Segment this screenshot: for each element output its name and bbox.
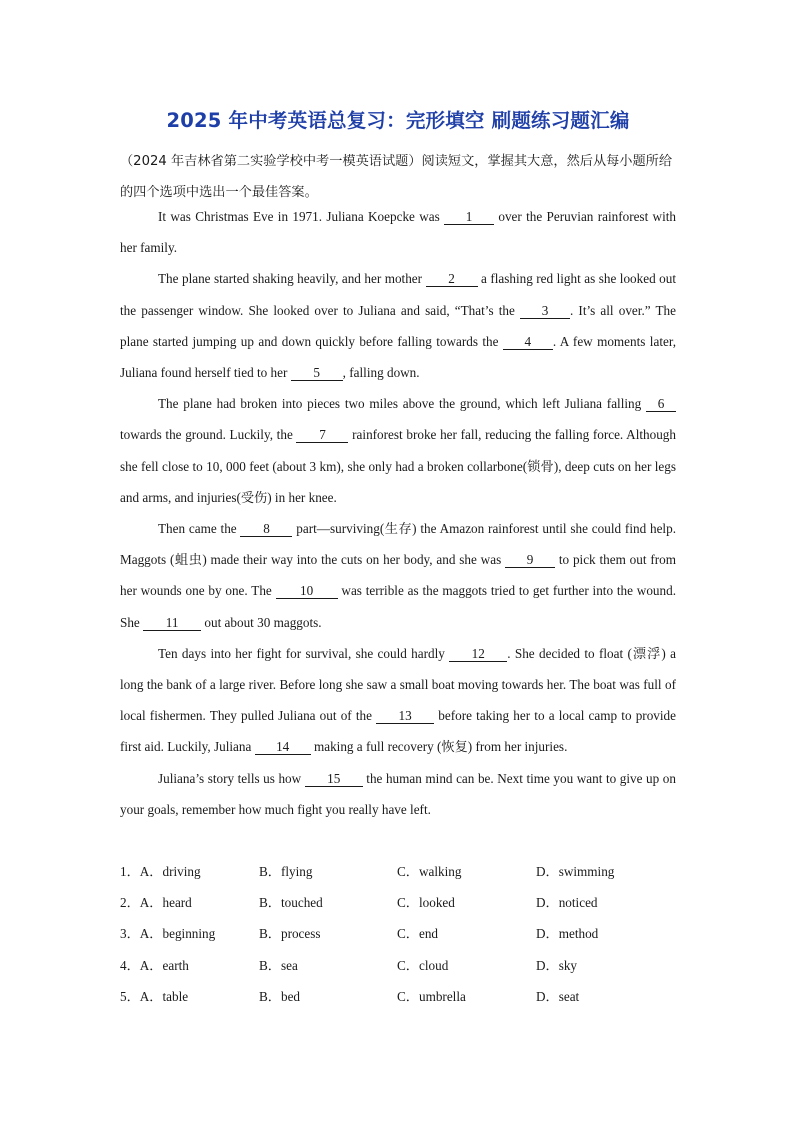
text-segment: Ten days into her fight for survival, she could hardly: [158, 645, 450, 661]
question-1-options: [120, 856, 676, 887]
blank-15: 15: [305, 772, 363, 787]
text-segment: towards the ground. Luckily, the: [120, 427, 297, 443]
text-segment: . She decided to float (漂浮) a long the bank of a large river. Before long she saw a small boat moving towards her. The boat was full of local fishermen. They pulled Juliana out of the: [120, 645, 676, 724]
option-2b: B．touched: [259, 895, 323, 911]
option-5d: D．seat: [536, 988, 580, 1004]
blank-9: 9: [505, 553, 555, 568]
option-5a: 5．A．table: [120, 988, 189, 1004]
text-segment: , falling down.: [342, 365, 420, 381]
blank-8: 8: [240, 522, 292, 537]
blank-11: 11: [143, 616, 201, 631]
paragraph-2: [120, 263, 676, 388]
text-segment: part—surviving(生存) the Amazon rainforest until she could find help. Maggots (蛆虫) made their way into the cuts on her body, and she was: [120, 521, 676, 568]
option-1b: B．flying: [259, 864, 313, 879]
question-5-options: [120, 981, 676, 1012]
text-segment: before taking her to a local camp to provide first aid. Luckily, Juliana: [120, 708, 676, 755]
text-segment: over the Peruvian rainforest with her family.: [120, 209, 676, 256]
text-segment: to pick them out from her wounds one by one. The: [120, 552, 676, 599]
paragraph-1: [120, 201, 676, 263]
text-segment: The plane had broken into pieces two miles above the ground, which left Juliana falling: [158, 396, 646, 412]
text-segment: . It’s all over.” The plane started jumping up and down quickly before falling towards the: [120, 302, 677, 349]
text-segment: It was Christmas Eve in 1971. Juliana Koepcke was: [158, 209, 445, 224]
option-5c: C．umbrella: [397, 988, 466, 1004]
blank-13: 13: [376, 709, 434, 724]
option-3b: B．process: [259, 926, 321, 942]
text-segment: the human mind can be. Next time you want to give up on your goals, remember how much fight you really have left.: [120, 770, 676, 817]
option-1c: C．walking: [397, 864, 462, 879]
page-title: 2025 年中考英语总复习：完形填空 刷题练习题汇编: [166, 109, 630, 132]
blank-3: 3: [520, 304, 570, 319]
answer-options: [120, 856, 676, 1012]
blank-2: 2: [426, 272, 478, 287]
option-1d: D．swimming: [536, 864, 615, 879]
blank-12: 12: [449, 647, 507, 662]
blank-1: 1: [444, 210, 494, 225]
text-segment: making a full recovery (恢复) from her injuries.: [310, 739, 568, 755]
option-4d: D．sky: [536, 957, 578, 973]
paragraph-5: [120, 638, 676, 763]
text-segment: out about 30 maggots.: [201, 614, 322, 630]
paragraph-6: [120, 763, 676, 825]
option-3a: 3．A．beginning: [120, 926, 216, 942]
text-segment: was terrible as the maggots tried to get further into the wound. She: [120, 583, 677, 630]
text-segment: rainforest broke her fall, reducing the falling force. Although she fell close to 10, 000 feet (about 3 km), she only had a broken collarbone(锁骨), deep cuts on her legs and arms, and injuries(受伤) in her knee.: [120, 427, 676, 505]
question-3-options: [120, 918, 676, 949]
option-4b: B．sea: [259, 957, 298, 973]
option-4a: 4．A．earth: [120, 957, 189, 973]
text-segment: a flashing red light as she looked out the passenger window. She looked over to Juliana and said, “That’s the: [120, 271, 676, 318]
instructions: （2024 年吉林省第二实验学校中考一模英语试题）阅读短文，掌握其大意，然后从每小题所给的四个选项中选出一个最佳答案。: [120, 154, 673, 200]
option-1a: 1．A．driving: [120, 864, 201, 879]
text-segment: . A few moments later, Juliana found herself tied to her: [120, 333, 676, 381]
question-4-options: [120, 950, 676, 981]
blank-14: 14: [255, 740, 311, 755]
question-2-options: [120, 887, 676, 918]
blank-6: 6: [646, 397, 676, 412]
paragraph-4: [120, 513, 676, 638]
paragraph-3: [120, 388, 676, 513]
text-segment: Juliana’s story tells us how: [158, 770, 305, 786]
text-segment: The plane started shaking heavily, and her mother: [158, 271, 426, 287]
blank-5: 5: [291, 366, 343, 381]
cloze-passage: [120, 201, 676, 825]
option-3d: D．method: [536, 926, 599, 942]
option-4c: C．cloud: [397, 957, 449, 973]
option-3c: C．end: [397, 926, 439, 942]
text-segment: Then came the: [158, 521, 241, 537]
option-5b: B．bed: [259, 988, 301, 1004]
blank-10: 10: [276, 584, 338, 599]
blank-7: 7: [296, 428, 348, 443]
option-2a: 2．A．heard: [120, 895, 192, 911]
option-2d: D．noticed: [536, 895, 598, 911]
blank-4: 4: [503, 335, 553, 350]
option-2c: C．looked: [397, 895, 455, 911]
